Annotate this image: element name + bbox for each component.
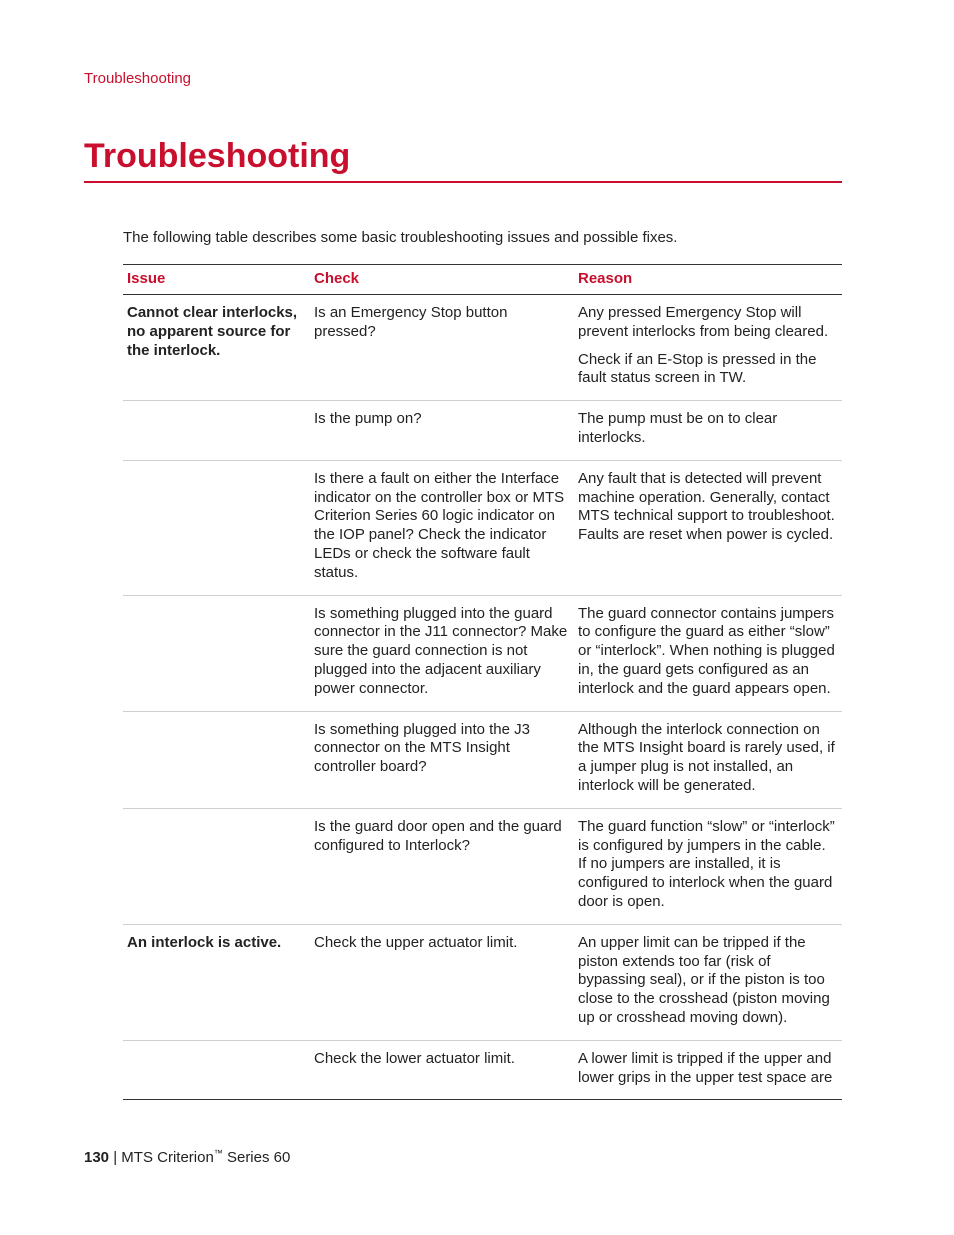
table-row <box>123 711 842 808</box>
running-header: Troubleshooting <box>84 70 192 87</box>
footer-separator: | <box>113 1149 118 1166</box>
table-header-row <box>123 265 842 295</box>
issue-cell <box>123 808 310 924</box>
issue-cell: An interlock is active. <box>123 924 310 1040</box>
reason-text: Any fault that is detected will prevent machine operation. Generally, contact MTS technical support to troubleshoot. Faults are reset when power is cycled. <box>578 469 835 544</box>
column-header-check: Check <box>310 265 574 295</box>
reason-text: A lower limit is tripped if the upper and lower grips in the upper test space are <box>578 1049 833 1086</box>
issue-cell <box>123 460 310 595</box>
reason-cell <box>574 460 842 595</box>
reason-text: The guard function “slow” or “interlock” is configured by jumpers in the cable. If no jumpers are installed, it is configured to interlock when the guard door is open. <box>578 817 835 910</box>
check-cell: Is the guard door open and the guard configured to Interlock? <box>310 808 574 924</box>
table-row <box>123 295 842 401</box>
check-cell: Check the upper actuator limit. <box>310 924 574 1040</box>
check-cell: Is something plugged into the J3 connector on the MTS Insight controller board? <box>310 711 574 808</box>
trademark-symbol: ™ <box>213 1148 223 1158</box>
reason-cell <box>574 711 842 808</box>
issue-cell <box>123 595 310 711</box>
reason-text: An upper limit can be tripped if the piston extends too far (risk of bypassing seal), or if the piston is too close to the crosshead (piston moving up or crosshead moving down). <box>578 933 830 1026</box>
check-cell: Is something plugged into the guard connector in the J11 connector? Make sure the guard connection is not plugged into the adjacent auxiliary power connector. <box>310 595 574 711</box>
table-row <box>123 401 842 461</box>
reason-cell <box>574 401 842 461</box>
reason-text: Any pressed Emergency Stop will prevent interlocks from being cleared. <box>578 304 829 340</box>
intro-paragraph: The following table describes some basic troubleshooting issues and possible fixes. <box>123 229 678 246</box>
issue-cell <box>123 1040 310 1100</box>
page-footer <box>84 1148 290 1166</box>
check-cell: Check the lower actuator limit. <box>310 1040 574 1100</box>
table-row <box>123 595 842 711</box>
troubleshooting-table <box>123 264 842 1100</box>
check-cell: Is an Emergency Stop button pressed? <box>310 295 574 401</box>
reason-text: The guard connector contains jumpers to configure the guard as either “slow” or “interlock”. When nothing is plugged in, the guard gets configured as an interlock and the guard appears open. <box>578 604 835 697</box>
table-row <box>123 1040 842 1100</box>
check-cell: Is there a fault on either the Interface indicator on the controller box or MTS Criterion Series 60 logic indicator on the IOP panel? Check the indicator LEDs or check the software fault status. <box>310 460 574 595</box>
column-header-reason: Reason <box>574 265 842 295</box>
reason-text: The pump must be on to clear interlocks. <box>578 410 778 446</box>
issue-cell <box>123 401 310 461</box>
reason-cell <box>574 295 842 401</box>
reason-text: Although the interlock connection on the MTS Insight board is rarely used, if a jumper plug is not installed, an interlock will be generated. <box>578 720 835 794</box>
table-row <box>123 460 842 595</box>
check-cell: Is the pump on? <box>310 401 574 461</box>
table-row <box>123 924 842 1040</box>
footer-product-suffix: Series 60 <box>226 1149 291 1166</box>
table-row <box>123 808 842 924</box>
issue-cell: Cannot clear interlocks, no apparent source for the interlock. <box>123 295 310 401</box>
footer-product-name: MTS Criterion <box>121 1149 214 1166</box>
reason-cell <box>574 808 842 924</box>
issue-cell <box>123 711 310 808</box>
reason-cell <box>574 1040 842 1100</box>
reason-cell <box>574 924 842 1040</box>
page-number: 130 <box>84 1149 110 1166</box>
column-header-issue: Issue <box>123 265 310 295</box>
title-rule <box>84 181 842 183</box>
reason-cell <box>574 595 842 711</box>
page-title: Troubleshooting <box>84 137 351 175</box>
reason-text: Check if an E-Stop is pressed in the fault status screen in TW. <box>578 350 817 387</box>
